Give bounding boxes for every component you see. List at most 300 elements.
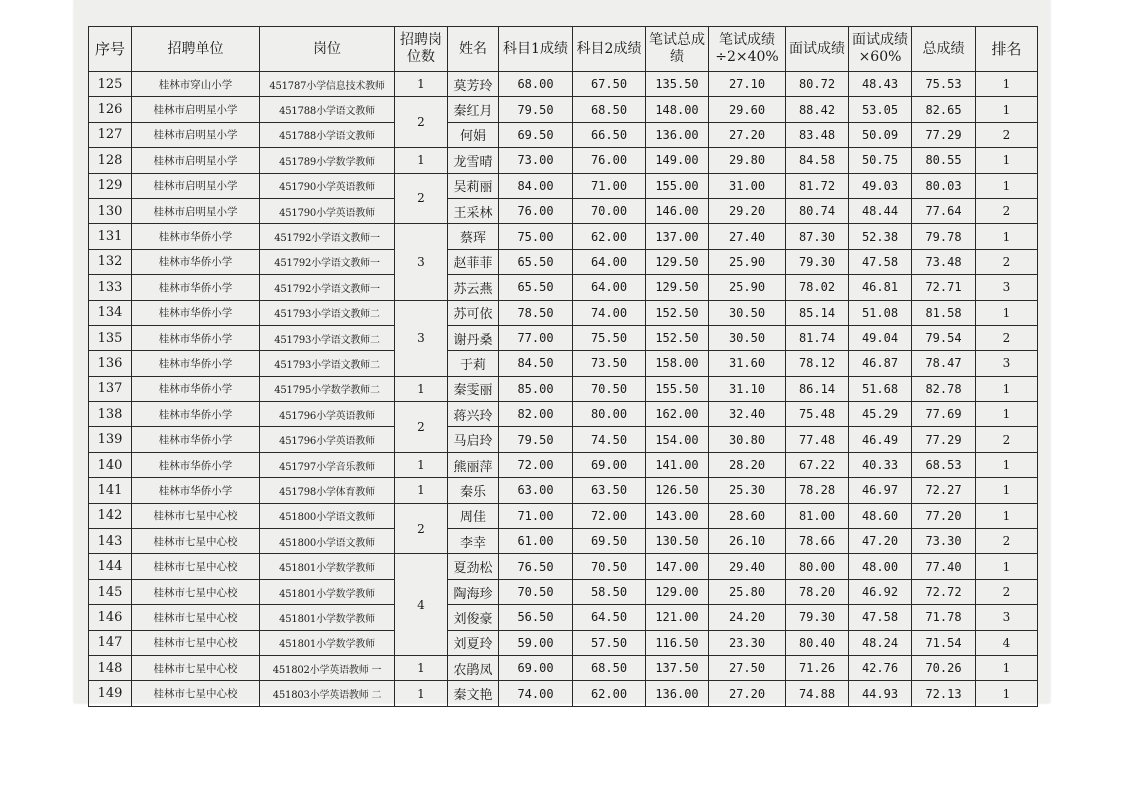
row-rank: 1 (976, 402, 1038, 427)
row-name: 周佳 (448, 503, 499, 528)
row-seq: 147 (89, 630, 132, 655)
row-post-count: 3 (395, 224, 448, 300)
row-interview-percent: 52.38 (849, 224, 912, 249)
table-row (89, 529, 1038, 554)
row-interview-percent: 49.04 (849, 325, 912, 350)
row-interview-percent: 45.29 (849, 402, 912, 427)
row-rank: 1 (976, 503, 1038, 528)
row-written-percent: 29.80 (709, 148, 786, 173)
row-interview-percent: 46.87 (849, 351, 912, 376)
row-written-total: 158.00 (646, 351, 709, 376)
row-interview-score: 78.66 (786, 529, 849, 554)
row-unit: 桂林市七星中心校 (132, 554, 260, 579)
row-rank: 1 (976, 376, 1038, 401)
table-row (89, 655, 1038, 680)
row-subject2-score: 69.00 (573, 452, 646, 477)
row-name: 谢丹桑 (448, 325, 499, 350)
row-interview-percent: 44.93 (849, 681, 912, 706)
row-post-count: 1 (395, 452, 448, 477)
row-rank: 1 (976, 224, 1038, 249)
row-total-score: 82.65 (912, 97, 976, 122)
row-written-percent: 27.40 (709, 224, 786, 249)
row-post-count: 3 (395, 300, 448, 376)
row-name: 莫芳玲 (448, 72, 499, 97)
row-unit: 桂林市华侨小学 (132, 427, 260, 452)
row-unit: 桂林市华侨小学 (132, 478, 260, 503)
row-unit: 桂林市七星中心校 (132, 605, 260, 630)
row-written-percent: 32.40 (709, 402, 786, 427)
row-post-count: 2 (395, 97, 448, 148)
row-seq: 129 (89, 173, 132, 198)
col-header-seq: 序号 (89, 27, 132, 72)
row-written-percent: 27.10 (709, 72, 786, 97)
row-interview-score: 71.26 (786, 655, 849, 680)
row-post: 451792小学语文教师一 (260, 224, 395, 249)
row-name: 苏可依 (448, 300, 499, 325)
row-written-percent: 30.50 (709, 300, 786, 325)
table-row (89, 376, 1038, 401)
row-written-total: 129.50 (646, 275, 709, 300)
row-subject2-score: 63.50 (573, 478, 646, 503)
row-subject1-score: 79.50 (499, 427, 573, 452)
row-post: 451793小学语文教师二 (260, 351, 395, 376)
row-written-percent: 31.10 (709, 376, 786, 401)
row-interview-percent: 48.44 (849, 198, 912, 223)
row-unit: 桂林市七星中心校 (132, 630, 260, 655)
table-row (89, 275, 1038, 300)
row-rank: 1 (976, 97, 1038, 122)
row-unit: 桂林市华侨小学 (132, 300, 260, 325)
score-table (88, 26, 1038, 707)
table-row (89, 605, 1038, 630)
row-unit: 桂林市华侨小学 (132, 249, 260, 274)
row-name: 马启玲 (448, 427, 499, 452)
row-interview-score: 78.12 (786, 351, 849, 376)
row-post: 451796小学英语教师 (260, 402, 395, 427)
row-written-total: 116.50 (646, 630, 709, 655)
row-written-total: 149.00 (646, 148, 709, 173)
row-interview-percent: 48.24 (849, 630, 912, 655)
table-row (89, 503, 1038, 528)
row-post-count: 2 (395, 402, 448, 453)
row-subject2-score: 76.00 (573, 148, 646, 173)
row-seq: 131 (89, 224, 132, 249)
row-total-score: 71.54 (912, 630, 976, 655)
row-unit: 桂林市启明星小学 (132, 122, 260, 147)
row-seq: 127 (89, 122, 132, 147)
row-subject1-score: 82.00 (499, 402, 573, 427)
row-rank: 2 (976, 529, 1038, 554)
row-written-total: 137.50 (646, 655, 709, 680)
row-rank: 2 (976, 579, 1038, 604)
row-unit: 桂林市七星中心校 (132, 503, 260, 528)
row-total-score: 77.29 (912, 427, 976, 452)
row-subject2-score: 64.50 (573, 605, 646, 630)
col-header-interview-percent: 面试成绩×60% (849, 27, 912, 72)
row-subject2-score: 58.50 (573, 579, 646, 604)
row-interview-score: 78.28 (786, 478, 849, 503)
row-interview-percent: 51.08 (849, 300, 912, 325)
row-subject2-score: 70.50 (573, 376, 646, 401)
col-header-written-percent: 笔试成绩÷2×40% (709, 27, 786, 72)
row-subject2-score: 68.50 (573, 97, 646, 122)
row-interview-percent: 48.60 (849, 503, 912, 528)
row-written-total: 129.50 (646, 249, 709, 274)
row-post-count: 2 (395, 503, 448, 554)
row-interview-percent: 49.03 (849, 173, 912, 198)
row-written-percent: 31.60 (709, 351, 786, 376)
row-interview-score: 88.42 (786, 97, 849, 122)
row-subject1-score: 70.50 (499, 579, 573, 604)
row-post: 451798小学体育教师 (260, 478, 395, 503)
row-subject2-score: 72.00 (573, 503, 646, 528)
row-name: 刘夏玲 (448, 630, 499, 655)
row-interview-score: 79.30 (786, 605, 849, 630)
row-written-total: 136.00 (646, 122, 709, 147)
row-written-percent: 28.20 (709, 452, 786, 477)
row-written-total: 146.00 (646, 198, 709, 223)
row-seq: 141 (89, 478, 132, 503)
row-subject2-score: 68.50 (573, 655, 646, 680)
row-seq: 135 (89, 325, 132, 350)
row-subject2-score: 66.50 (573, 122, 646, 147)
row-unit: 桂林市七星中心校 (132, 579, 260, 604)
row-unit: 桂林市七星中心校 (132, 681, 260, 706)
row-name: 王采林 (448, 198, 499, 223)
row-seq: 140 (89, 452, 132, 477)
row-written-percent: 25.30 (709, 478, 786, 503)
row-interview-percent: 50.75 (849, 148, 912, 173)
row-interview-score: 86.14 (786, 376, 849, 401)
row-unit: 桂林市七星中心校 (132, 655, 260, 680)
table-row (89, 198, 1038, 223)
row-total-score: 70.26 (912, 655, 976, 680)
row-total-score: 80.55 (912, 148, 976, 173)
row-name: 吴莉丽 (448, 173, 499, 198)
row-interview-percent: 47.20 (849, 529, 912, 554)
row-interview-percent: 42.76 (849, 655, 912, 680)
row-unit: 桂林市启明星小学 (132, 97, 260, 122)
row-seq: 146 (89, 605, 132, 630)
row-rank: 1 (976, 148, 1038, 173)
row-name: 苏云燕 (448, 275, 499, 300)
row-unit: 桂林市启明星小学 (132, 198, 260, 223)
row-seq: 148 (89, 655, 132, 680)
row-rank: 1 (976, 300, 1038, 325)
row-written-total: 136.00 (646, 681, 709, 706)
row-rank: 4 (976, 630, 1038, 655)
row-interview-percent: 46.92 (849, 579, 912, 604)
row-subject2-score: 75.50 (573, 325, 646, 350)
row-rank: 1 (976, 173, 1038, 198)
row-subject2-score: 69.50 (573, 529, 646, 554)
row-name: 秦文艳 (448, 681, 499, 706)
row-interview-score: 81.72 (786, 173, 849, 198)
row-interview-percent: 46.49 (849, 427, 912, 452)
row-unit: 桂林市华侨小学 (132, 275, 260, 300)
row-rank: 1 (976, 452, 1038, 477)
row-post: 451793小学语文教师二 (260, 300, 395, 325)
row-interview-score: 74.88 (786, 681, 849, 706)
row-total-score: 73.30 (912, 529, 976, 554)
row-seq: 133 (89, 275, 132, 300)
row-post-count: 2 (395, 173, 448, 224)
table-row (89, 300, 1038, 325)
row-subject2-score: 74.00 (573, 300, 646, 325)
table-row (89, 681, 1038, 706)
row-interview-percent: 40.33 (849, 452, 912, 477)
row-total-score: 77.69 (912, 402, 976, 427)
row-rank: 3 (976, 351, 1038, 376)
row-subject2-score: 62.00 (573, 681, 646, 706)
table-row (89, 224, 1038, 249)
row-interview-score: 85.14 (786, 300, 849, 325)
row-total-score: 75.53 (912, 72, 976, 97)
row-interview-score: 67.22 (786, 452, 849, 477)
row-seq: 125 (89, 72, 132, 97)
table-row (89, 478, 1038, 503)
row-name: 秦雯丽 (448, 376, 499, 401)
row-rank: 2 (976, 427, 1038, 452)
row-subject2-score: 80.00 (573, 402, 646, 427)
row-subject1-score: 84.00 (499, 173, 573, 198)
header-row (89, 27, 1038, 72)
row-unit: 桂林市华侨小学 (132, 224, 260, 249)
row-total-score: 77.20 (912, 503, 976, 528)
row-post-count: 4 (395, 554, 448, 656)
col-header-total: 总成绩 (912, 27, 976, 72)
row-post-count: 1 (395, 376, 448, 401)
row-name: 蔡珲 (448, 224, 499, 249)
row-interview-percent: 46.97 (849, 478, 912, 503)
row-post: 451801小学数学教师 (260, 630, 395, 655)
row-interview-score: 80.40 (786, 630, 849, 655)
row-total-score: 72.71 (912, 275, 976, 300)
row-subject1-score: 69.50 (499, 122, 573, 147)
row-written-total: 147.00 (646, 554, 709, 579)
row-rank: 2 (976, 122, 1038, 147)
row-unit: 桂林市华侨小学 (132, 402, 260, 427)
row-written-total: 155.00 (646, 173, 709, 198)
col-header-written-total: 笔试总成绩 (646, 27, 709, 72)
row-name: 熊丽萍 (448, 452, 499, 477)
row-interview-score: 80.72 (786, 72, 849, 97)
row-interview-score: 78.02 (786, 275, 849, 300)
row-post-count: 1 (395, 681, 448, 706)
row-subject2-score: 74.50 (573, 427, 646, 452)
row-subject2-score: 67.50 (573, 72, 646, 97)
row-interview-percent: 47.58 (849, 249, 912, 274)
row-post: 451790小学英语教师 (260, 173, 395, 198)
row-written-total: 135.50 (646, 72, 709, 97)
row-written-percent: 24.20 (709, 605, 786, 630)
col-header-post: 岗位 (260, 27, 395, 72)
row-post: 451802小学英语教师 一 (260, 655, 395, 680)
row-post: 451788小学语文教师 (260, 122, 395, 147)
row-total-score: 72.27 (912, 478, 976, 503)
row-interview-score: 84.58 (786, 148, 849, 173)
row-rank: 3 (976, 605, 1038, 630)
table-row (89, 579, 1038, 604)
col-header-subject1: 科目1成绩 (499, 27, 573, 72)
row-post: 451801小学数学教师 (260, 579, 395, 604)
row-total-score: 78.47 (912, 351, 976, 376)
row-post-count: 1 (395, 655, 448, 680)
row-rank: 2 (976, 249, 1038, 274)
row-subject1-score: 73.00 (499, 148, 573, 173)
row-subject2-score: 64.00 (573, 249, 646, 274)
row-written-total: 148.00 (646, 97, 709, 122)
table-row (89, 630, 1038, 655)
row-total-score: 77.40 (912, 554, 976, 579)
row-written-total: 152.50 (646, 325, 709, 350)
col-header-unit: 招聘单位 (132, 27, 260, 72)
row-total-score: 72.13 (912, 681, 976, 706)
table-row (89, 97, 1038, 122)
row-seq: 126 (89, 97, 132, 122)
row-rank: 1 (976, 72, 1038, 97)
row-subject1-score: 71.00 (499, 503, 573, 528)
row-subject2-score: 71.00 (573, 173, 646, 198)
table-row (89, 351, 1038, 376)
row-seq: 144 (89, 554, 132, 579)
row-interview-score: 81.74 (786, 325, 849, 350)
row-interview-score: 79.30 (786, 249, 849, 274)
table-row (89, 148, 1038, 173)
col-header-count: 招聘岗位数 (395, 27, 448, 72)
row-unit: 桂林市穿山小学 (132, 72, 260, 97)
row-total-score: 81.58 (912, 300, 976, 325)
row-written-percent: 25.80 (709, 579, 786, 604)
row-post: 451793小学语文教师二 (260, 325, 395, 350)
row-interview-score: 77.48 (786, 427, 849, 452)
row-name: 秦乐 (448, 478, 499, 503)
row-interview-percent: 47.58 (849, 605, 912, 630)
row-total-score: 68.53 (912, 452, 976, 477)
row-total-score: 71.78 (912, 605, 976, 630)
col-header-name: 姓名 (448, 27, 499, 72)
row-written-total: 162.00 (646, 402, 709, 427)
table-row (89, 173, 1038, 198)
row-interview-percent: 51.68 (849, 376, 912, 401)
table-row (89, 325, 1038, 350)
row-interview-score: 87.30 (786, 224, 849, 249)
col-header-interview: 面试成绩 (786, 27, 849, 72)
row-subject1-score: 72.00 (499, 452, 573, 477)
row-subject1-score: 65.50 (499, 249, 573, 274)
row-written-percent: 23.30 (709, 630, 786, 655)
row-post: 451796小学英语教师 (260, 427, 395, 452)
row-unit: 桂林市七星中心校 (132, 529, 260, 554)
row-written-percent: 28.60 (709, 503, 786, 528)
row-written-percent: 27.20 (709, 122, 786, 147)
row-written-total: 143.00 (646, 503, 709, 528)
row-name: 龙雪晴 (448, 148, 499, 173)
row-written-total: 129.00 (646, 579, 709, 604)
row-total-score: 72.72 (912, 579, 976, 604)
table-row (89, 427, 1038, 452)
row-total-score: 77.64 (912, 198, 976, 223)
row-seq: 149 (89, 681, 132, 706)
table-body (89, 72, 1038, 707)
row-seq: 136 (89, 351, 132, 376)
row-interview-percent: 48.00 (849, 554, 912, 579)
row-seq: 137 (89, 376, 132, 401)
row-rank: 2 (976, 198, 1038, 223)
row-post: 451797小学音乐教师 (260, 452, 395, 477)
row-interview-score: 80.00 (786, 554, 849, 579)
row-post-count: 1 (395, 478, 448, 503)
row-name: 李幸 (448, 529, 499, 554)
row-interview-percent: 48.43 (849, 72, 912, 97)
row-written-total: 141.00 (646, 452, 709, 477)
row-written-total: 155.50 (646, 376, 709, 401)
row-subject2-score: 70.50 (573, 554, 646, 579)
row-subject1-score: 76.00 (499, 198, 573, 223)
row-written-percent: 30.50 (709, 325, 786, 350)
row-total-score: 79.78 (912, 224, 976, 249)
row-post: 451801小学数学教师 (260, 554, 395, 579)
row-total-score: 79.54 (912, 325, 976, 350)
row-post: 451790小学英语教师 (260, 198, 395, 223)
row-subject1-score: 85.00 (499, 376, 573, 401)
row-subject1-score: 65.50 (499, 275, 573, 300)
row-rank: 1 (976, 554, 1038, 579)
row-unit: 桂林市华侨小学 (132, 376, 260, 401)
row-subject1-score: 79.50 (499, 97, 573, 122)
row-interview-percent: 53.05 (849, 97, 912, 122)
row-post-count: 1 (395, 148, 448, 173)
row-post: 451792小学语文教师一 (260, 249, 395, 274)
row-seq: 130 (89, 198, 132, 223)
row-subject1-score: 56.50 (499, 605, 573, 630)
table-row (89, 249, 1038, 274)
row-subject1-score: 78.50 (499, 300, 573, 325)
row-interview-score: 83.48 (786, 122, 849, 147)
col-header-subject2: 科目2成绩 (573, 27, 646, 72)
row-subject1-score: 63.00 (499, 478, 573, 503)
row-seq: 138 (89, 402, 132, 427)
row-total-score: 73.48 (912, 249, 976, 274)
row-subject2-score: 70.00 (573, 198, 646, 223)
row-subject1-score: 76.50 (499, 554, 573, 579)
row-post: 451801小学数学教师 (260, 605, 395, 630)
row-written-percent: 29.20 (709, 198, 786, 223)
row-subject1-score: 69.00 (499, 655, 573, 680)
row-subject2-score: 64.00 (573, 275, 646, 300)
row-subject1-score: 84.50 (499, 351, 573, 376)
row-interview-score: 75.48 (786, 402, 849, 427)
table-row (89, 554, 1038, 579)
row-name: 农鹃凤 (448, 655, 499, 680)
row-subject1-score: 59.00 (499, 630, 573, 655)
row-written-total: 130.50 (646, 529, 709, 554)
row-unit: 桂林市启明星小学 (132, 173, 260, 198)
row-subject2-score: 62.00 (573, 224, 646, 249)
row-seq: 128 (89, 148, 132, 173)
row-written-percent: 25.90 (709, 249, 786, 274)
row-written-percent: 31.00 (709, 173, 786, 198)
row-written-percent: 26.10 (709, 529, 786, 554)
row-written-percent: 25.90 (709, 275, 786, 300)
row-post: 451789小学数学教师 (260, 148, 395, 173)
row-rank: 1 (976, 478, 1038, 503)
row-name: 于莉 (448, 351, 499, 376)
row-seq: 145 (89, 579, 132, 604)
row-post: 451803小学英语教师 二 (260, 681, 395, 706)
row-seq: 139 (89, 427, 132, 452)
table-row (89, 452, 1038, 477)
